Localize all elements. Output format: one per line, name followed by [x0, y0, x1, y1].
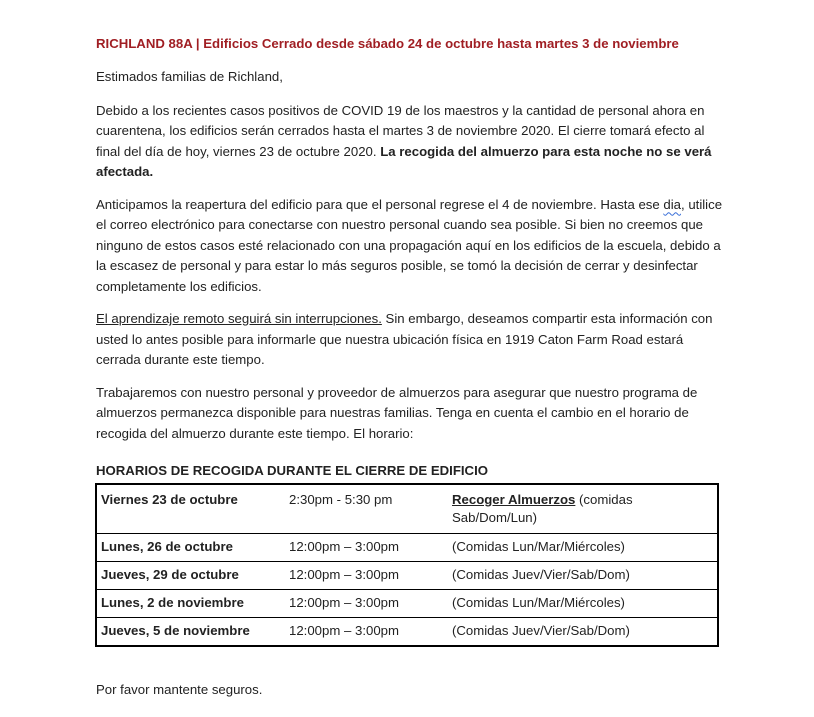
paragraph-reopening-before: Anticipamos la reapertura del edificio para que el personal regrese el 4 de noviembre. Hasta ese: [96, 196, 664, 212]
paragraph-reopening: [96, 195, 726, 298]
schedule-time: 12:00pm – 3:00pm: [285, 534, 448, 562]
greeting: Estimados familias de Richland,: [96, 69, 283, 84]
schedule-day: Lunes, 26 de octubre: [96, 534, 285, 562]
misspelled-word: dia: [663, 196, 681, 212]
remote-learning-underlined: El aprendizaje remoto seguirá sin interrupciones.: [96, 311, 382, 326]
paragraph-remote-learning-text: Sin embargo, deseamos compartir esta información con usted lo antes posible para informarle que nuestra ubicación física en 1919 Caton Farm Road estará cerrada durante este tiempo.: [96, 311, 713, 367]
closing-line: Por favor mantente seguros.: [96, 682, 263, 697]
paragraph-remote-learning: [96, 309, 726, 371]
paragraph-reopening-after: , utilice el correo electrónico para conectarse con nuestro personal cuando sea posible. Si bien no creemos que ninguno de estos casos esté relacionado con una propagación aquí en los edificios de la escuela, debido a la escasez de personal y para estar lo más seguros posible, se tomó la decisión de cerrar y desinfectar completamente los edificios.: [96, 196, 723, 294]
schedule-note: (Comidas Lun/Mar/Miércoles): [448, 590, 718, 618]
schedule-note: (Comidas Juev/Vier/Sab/Dom): [448, 618, 718, 647]
schedule-day: Viernes 23 de octubre: [96, 484, 285, 534]
paragraph-lunch-program: Trabajaremos con nuestro personal y proveedor de almuerzos para asegurar que nuestro programa de almuerzos permanezca disponible para nuestras familias. Tenga en cuenta el cambio en el horario de recogida del almuerzo durante este tiempo. El horario:: [96, 384, 698, 441]
schedule-note: [448, 484, 718, 534]
schedule-day: Lunes, 2 de noviembre: [96, 590, 285, 618]
schedule-time: 12:00pm – 3:00pm: [285, 590, 448, 618]
schedule-time: 12:00pm – 3:00pm: [285, 618, 448, 647]
paragraph-covid-closure-text: Debido a los recientes casos positivos de COVID 19 de los maestros y la cantidad de personal ahora en cuarentena, los edificios serán cerrados hasta el martes 3 de noviembre 2020. El cierre tomará efecto al final del día de hoy, viernes 23 de octubre 2020.: [96, 102, 705, 159]
schedule-day: Jueves, 5 de noviembre: [96, 618, 285, 647]
schedule-note-text: (comidas Sab/Dom/Lun): [452, 492, 633, 525]
recoger-almuerzos-link[interactable]: Recoger Almuerzos: [452, 492, 576, 507]
lunch-pickup-notice: La recogida del almuerzo para esta noche no se verá afectada.: [96, 143, 712, 179]
schedule-heading: HORARIOS DE RECOGIDA DURANTE EL CIERRE DE EDIFICIO: [96, 463, 488, 478]
paragraph-covid-closure: [96, 101, 726, 183]
schedule-table: [95, 483, 719, 647]
table-row: [96, 534, 718, 562]
schedule-time: 12:00pm – 3:00pm: [285, 562, 448, 590]
schedule-note: (Comidas Juev/Vier/Sab/Dom): [448, 562, 718, 590]
document-body: [96, 34, 726, 647]
table-row: [96, 562, 718, 590]
table-row: [96, 590, 718, 618]
schedule-time: 2:30pm - 5:30 pm: [285, 484, 448, 534]
schedule-day: Jueves, 29 de octubre: [96, 562, 285, 590]
schedule-note: (Comidas Lun/Mar/Miércoles): [448, 534, 718, 562]
table-row: [96, 484, 718, 534]
document-title: RICHLAND 88A | Edificios Cerrado desde sábado 24 de octubre hasta martes 3 de noviembre: [96, 36, 679, 51]
table-row: [96, 618, 718, 647]
